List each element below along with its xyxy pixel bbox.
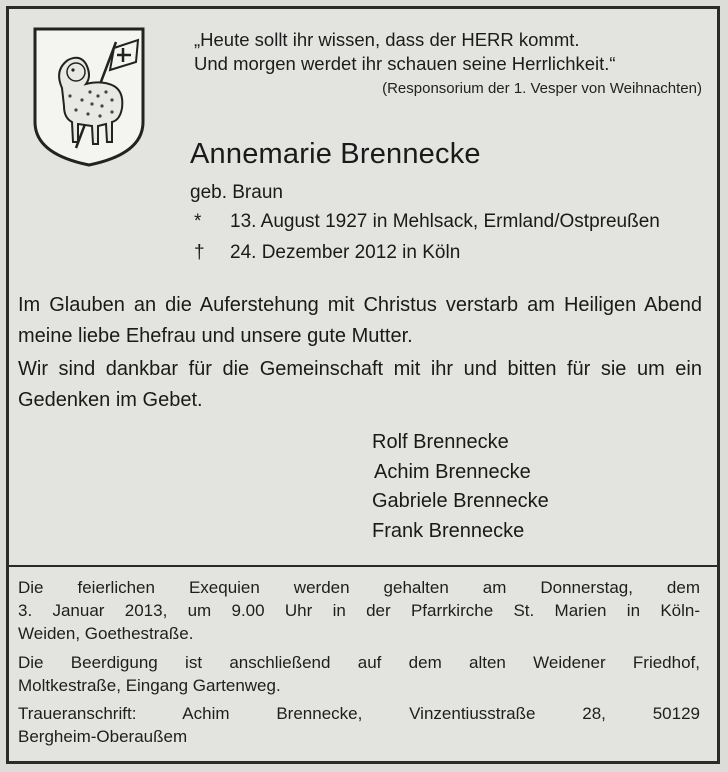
quote-source: (Responsorium der 1. Vesper von Weihnachten) [382,80,702,97]
birth-symbol: * [194,211,202,232]
signer-item: Frank Brennecke [372,519,525,542]
burial-line-2: Moltkestraße, Eingang Gartenweg. [18,676,281,695]
birth-date: 13. August 1927 in Mehlsack, Ermland/Ostpreußen [230,211,660,232]
maiden-name: geb. Braun [190,182,283,203]
agnus-dei-lamb-with-banner-icon [32,26,146,168]
bible-quote [194,28,694,76]
signer-item: Rolf Brennecke [372,431,509,453]
signer-item: Achim Brennecke [374,460,531,483]
death-date: 24. Dezember 2012 in Köln [230,242,461,263]
mourning-address [18,702,700,748]
gratitude-paragraph: Wir sind dankbar für die Gemeinschaft mit ihr und bitten für sie um ein Gedenken im Gebet. [18,358,702,411]
burial-line-1: Die Beerdigung ist anschließend auf dem alten Weidener Friedhof, [18,653,700,672]
birth-row [190,206,660,237]
signer-item: Gabriele Brennecke [372,490,549,512]
section-divider [9,565,719,567]
address-line-1: Traueranschrift: Achim Brennecke, Vinzentiusstraße 28, 50129 [18,704,700,723]
quote-line-2: Und morgen werdet ihr schauen seine Herrlichkeit.“ [194,53,616,74]
exequien-line-2: 3. Januar 2013, um 9.00 Uhr in der Pfarrkirche St. Marien in Köln- [18,601,700,620]
burial-info [18,651,700,697]
announcement-paragraph: Im Glauben an die Auferstehung mit Christus verstarb am Heiligen Abend meine liebe Ehefrau und unsere gute Mutter. [18,294,702,347]
deceased-name: Annemarie Brennecke [190,138,481,170]
death-row [190,237,660,268]
exequien-info [18,576,700,645]
life-dates [190,206,660,268]
address-line-2: Bergheim-Oberaußem [18,727,188,746]
exequien-line-1: Die feierlichen Exequien werden gehalten am Donnerstag, dem [18,578,700,597]
exequien-line-3: Weiden, Goethestraße. [18,624,194,643]
death-symbol: † [194,242,205,263]
quote-line-1: „Heute sollt ihr wissen, dass der HERR kommt. [194,29,580,50]
signers-list [372,428,549,546]
